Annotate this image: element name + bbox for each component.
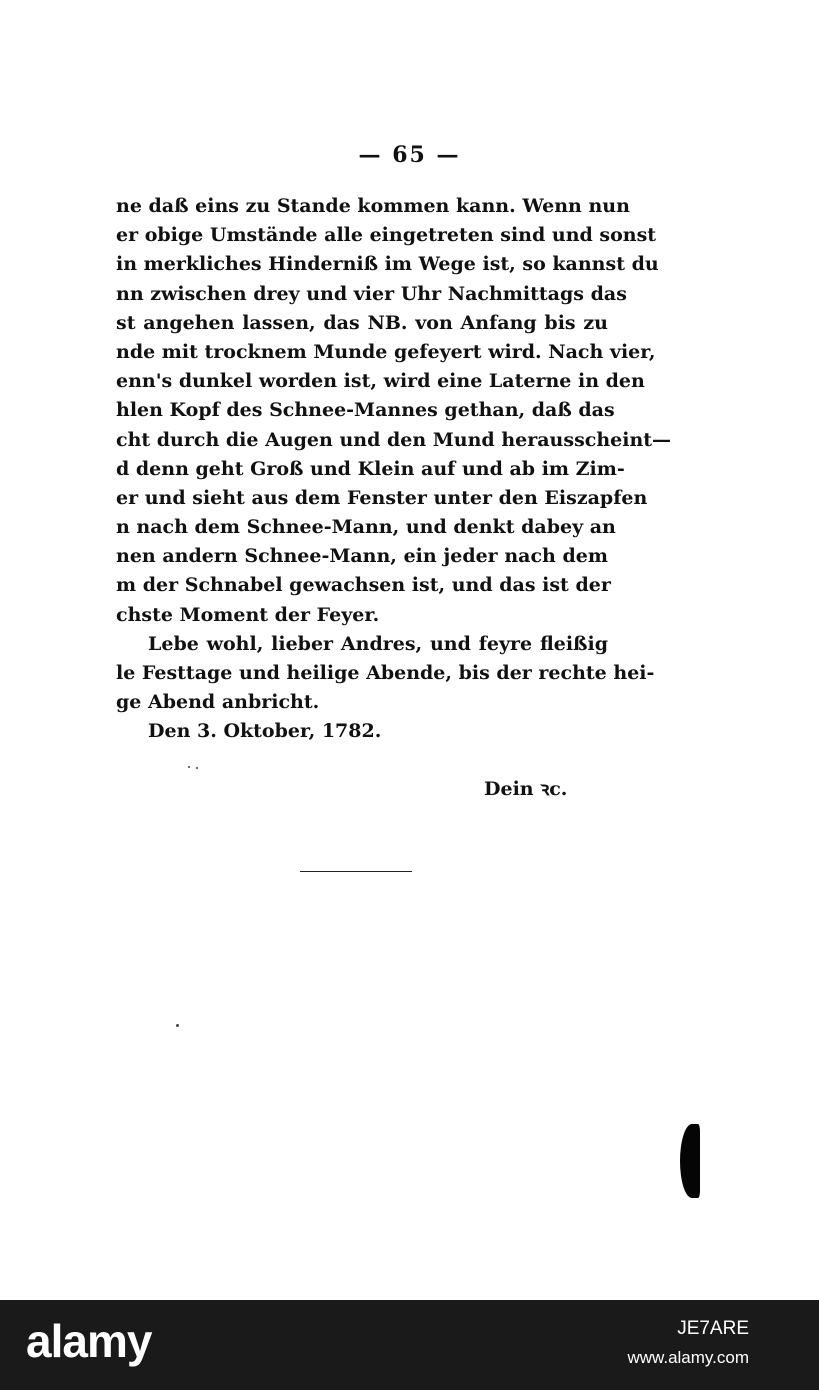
text-line: enn's dunkel worden ist, wird eine Laterne in den [116,370,645,393]
text-line: ge Abend anbricht. [116,691,320,714]
text-line: chste Moment der Feyer. [116,603,380,626]
print-speck [176,1024,179,1027]
page-number: — 65 — [358,142,461,168]
print-speck [196,767,198,769]
signature: Dein ꝛc. [484,778,568,800]
image-code: JE7ARE [677,1318,749,1339]
text-line: m der Schnabel gewachsen ist, und das ist der [116,574,611,597]
text-line: n nach dem Schnee-Mann, und denkt dabey an [116,516,616,539]
footer-url: www.alamy.com [627,1348,749,1367]
text-line: hlen Kopf des Schnee-Mannes gethan, daß das [116,399,615,422]
text-line: d denn geht Groß und Klein auf und ab im Zim- [116,457,625,480]
print-speck [188,766,190,768]
ink-edge-mark [680,1124,700,1198]
alamy-logo: alamy [26,1315,152,1367]
text-line: le Festtage und heilige Abende, bis der rechte hei- [116,662,655,684]
text-line: nde mit trocknem Munde gefeyert wird. Nach vier, [116,340,656,363]
body-text [116,192,672,747]
text-line: nn zwischen drey und vier Uhr Nachmittags das [116,282,627,305]
text-line: in merkliches Hinderniß im Wege ist, so kannst du [116,253,659,276]
text-line: er obige Umstände alle eingetreten sind und sonst [116,224,657,247]
text-line: nen andern Schnee-Mann, ein jeder nach dem [116,545,608,568]
end-rule [300,871,412,872]
text-line: st angehen lassen, das NB. von Anfang bis zu [116,311,608,334]
watermark-footer [0,1300,819,1390]
text-line: Lebe wohl, lieber Andres, und feyre fleißig [148,632,608,655]
text-line: ne daß eins zu Stande kommen kann. Wenn nun [116,195,630,217]
text-line: Den 3. Oktober, 1782. [148,720,382,743]
text-line: er und sieht aus dem Fenster unter den Eiszapfen [116,486,648,509]
text-line: cht durch die Augen und den Mund herausscheint— [116,428,672,451]
